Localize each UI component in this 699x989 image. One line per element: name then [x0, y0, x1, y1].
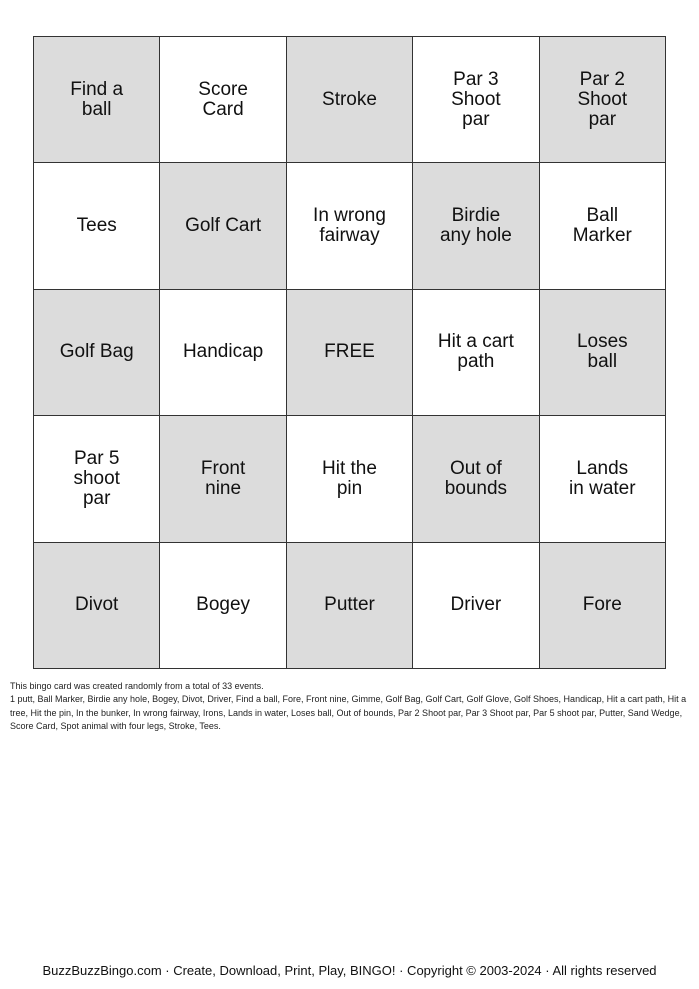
bingo-cell: Par 5 shoot par [34, 416, 160, 542]
bingo-cell: Golf Bag [34, 290, 160, 416]
bingo-cell: Find a ball [34, 37, 160, 163]
bingo-cell: Fore [540, 543, 666, 669]
bingo-cell: Bogey [160, 543, 286, 669]
bingo-cell: Out of bounds [413, 416, 539, 542]
bingo-cell: Tees [34, 163, 160, 289]
free-cell: FREE [287, 290, 413, 416]
bingo-cell: Par 2 Shoot par [540, 37, 666, 163]
bingo-card [33, 36, 666, 669]
bingo-cell: Golf Cart [160, 163, 286, 289]
bingo-cell: Stroke [287, 37, 413, 163]
page-footer: BuzzBuzzBingo.com · Create, Download, Print, Play, BINGO! · Copyright © 2003-2024 · All rights reserved [42, 963, 657, 978]
bingo-cell: Par 3 Shoot par [413, 37, 539, 163]
bingo-cell: Hit a cart path [413, 290, 539, 416]
bingo-cell: Front nine [160, 416, 286, 542]
bingo-cell: Ball Marker [540, 163, 666, 289]
bingo-cell: Hit the pin [287, 416, 413, 542]
bingo-cell: Score Card [160, 37, 286, 163]
card-info-text: This bingo card was created randomly from a total of 33 events. [10, 681, 264, 691]
bingo-cell: In wrong fairway [287, 163, 413, 289]
bingo-cell: Divot [34, 543, 160, 669]
bingo-cell: Driver [413, 543, 539, 669]
bingo-cell: Loses ball [540, 290, 666, 416]
bingo-cell: Putter [287, 543, 413, 669]
event-list-text: 1 putt, Ball Marker, Birdie any hole, Bogey, Divot, Driver, Find a ball, Fore, Front nine, Gimme, Golf Bag, Golf Cart, Golf Glove, Golf Shoes, Handicap, Hit a cart path, Hit a tree, Hit the pin, In the bunker, In wrong fairway, Irons, Lands in water, Loses ball, Out of bounds, Par 2 Shoot par, Par 3 Shoot par, Par 5 shoot par, Putter, Sand Wedge, Score Card, Spot animal with four legs, Stroke, Tees. [10, 694, 687, 731]
bingo-cell: Lands in water [540, 416, 666, 542]
bingo-cell: Birdie any hole [413, 163, 539, 289]
bingo-cell: Handicap [160, 290, 286, 416]
